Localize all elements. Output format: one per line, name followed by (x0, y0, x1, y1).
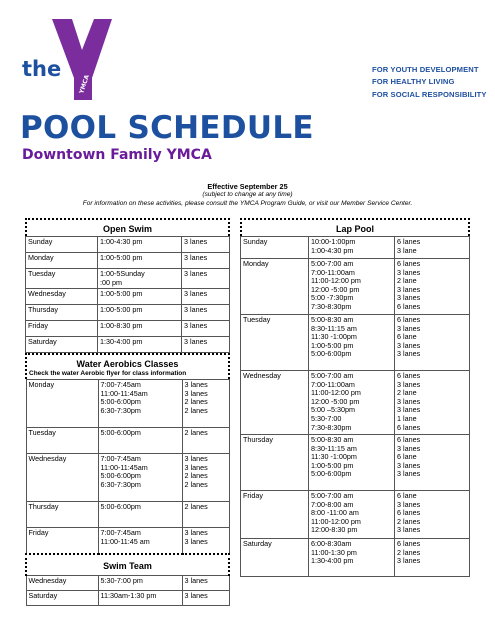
day-cell: Sunday (241, 237, 309, 259)
lanes-line: 3 lanes (397, 443, 421, 453)
lanes-cell (182, 428, 229, 454)
table-row (26, 591, 229, 606)
lanes-line: 2 lanes (397, 516, 421, 526)
lanes-line: 6 lanes (397, 301, 421, 311)
lanes-line: 2 lanes (184, 471, 208, 481)
lanes-line: 3 lanes (184, 305, 208, 315)
table-row (26, 454, 229, 502)
day-cell: Friday (26, 528, 98, 554)
time-line: 5:00 -7:30pm (311, 293, 354, 303)
table-row (241, 315, 470, 371)
day-cell: Wednesday (241, 371, 309, 435)
lanes-line: 3 lanes (397, 499, 421, 509)
day-cell: Saturday (26, 591, 98, 606)
time-cell (309, 259, 395, 315)
lanes-cell (395, 539, 470, 577)
time-line: 1:00-5Sunday (100, 269, 145, 278)
lanes-line: 3 lanes (397, 469, 421, 479)
time-line: 8:30-11:15 am (311, 323, 357, 333)
tagline-healthy: FOR HEALTHY LIVING (372, 77, 455, 87)
lanes-line: 6 lanes (397, 259, 421, 268)
time-line: 11:00-12:00 pm (311, 516, 361, 526)
table-row (26, 321, 230, 337)
water-aerobics-header (25, 353, 230, 379)
ymca-logo (22, 16, 114, 102)
lanes-line: 3 lanes (184, 576, 208, 586)
time-cell (98, 269, 182, 289)
lanes-cell (182, 454, 229, 502)
lanes-cell (182, 253, 230, 269)
lanes-line: 6 lanes (397, 508, 421, 518)
time-line: 11:00-11:45am (100, 388, 148, 398)
day-cell: Tuesday (26, 428, 98, 454)
table-row (26, 528, 229, 554)
table-row (26, 380, 229, 428)
day-cell: Monday (26, 380, 98, 428)
swim-team-header-cell (26, 554, 229, 576)
lanes-line: 2 lanes (184, 428, 208, 438)
time-line: 7:30-8:30pm (311, 422, 352, 432)
time-cell (98, 321, 182, 337)
lanes-line: 6 lane (397, 491, 417, 500)
time-cell (309, 539, 395, 577)
day-cell: Monday (241, 259, 309, 315)
lanes-line: 3 lanes (397, 267, 421, 277)
lanes-cell (182, 321, 230, 337)
lanes-line: 3 lanes (397, 460, 421, 470)
lanes-line: 3 lanes (184, 591, 208, 601)
day-cell: Saturday (26, 337, 98, 353)
time-cell (98, 528, 182, 554)
time-line: 7:00-7:45am (100, 380, 141, 390)
time-line: 1:30-4:00 pm (311, 556, 354, 566)
time-cell (98, 454, 182, 502)
table-row (241, 491, 470, 539)
lanes-line: 3 lanes (184, 462, 208, 472)
time-line: 11:00-12:00 pm (311, 388, 361, 398)
lanes-line: 2 lanes (184, 405, 208, 415)
time-line: 12:00 -5:00 pm (311, 396, 360, 406)
lanes-cell (395, 491, 470, 539)
table-row (26, 428, 229, 454)
table-row (26, 337, 230, 353)
time-cell (309, 491, 395, 539)
time-line: 11:00-11:45am (100, 462, 148, 472)
time-line: 5:00-6:00pm (311, 469, 352, 479)
time-line: 12:00-8:30 pm (311, 525, 358, 535)
time-line: 8:30-11:15 am (311, 443, 357, 453)
lanes-line: 1 lane (397, 413, 417, 423)
day-cell: Wednesday (26, 576, 98, 591)
lap-pool-table (240, 236, 470, 577)
water-aerobics-table (25, 379, 230, 606)
lanes-line: 3 lanes (184, 253, 208, 262)
day-cell: Friday (241, 491, 309, 539)
table-row (26, 289, 230, 305)
lanes-cell (395, 315, 470, 371)
table-row (26, 305, 230, 321)
day-cell: Friday (26, 321, 98, 337)
lanes-line: 3 lane (397, 245, 417, 255)
lanes-line: 3 lanes (184, 454, 208, 464)
lanes-line: 2 lanes (184, 479, 208, 489)
time-cell (98, 289, 182, 305)
time-cell (98, 253, 182, 269)
time-line: 10:00-1:00pm (311, 237, 356, 246)
time-line: :00 pm (100, 277, 122, 287)
open-swim-title: Open Swim (102, 224, 152, 234)
lanes-line: 3 lanes (397, 284, 421, 294)
day-cell: Thursday (241, 435, 309, 491)
day-cell: Tuesday (241, 315, 309, 371)
lanes-cell (182, 305, 230, 321)
page-subtitle: Downtown Family YMCA (22, 147, 212, 163)
time-line: 5:00-8:30 am (311, 315, 354, 324)
table-row (26, 576, 229, 591)
time-line: 7:00-7:45am (100, 454, 141, 464)
table-row (241, 259, 470, 315)
lanes-line: 6 lanes (397, 371, 421, 380)
time-line: 11:00-11:45 am (100, 536, 150, 546)
lanes-line: 3 lanes (397, 349, 421, 359)
lanes-line: 6 lane (397, 332, 417, 342)
swim-team-header-row (26, 554, 229, 576)
time-line: 5:00-6:00pm (100, 471, 141, 481)
time-line: 6:30-7:30pm (100, 479, 141, 489)
time-line: 5:00-7:00 am (311, 259, 354, 268)
open-swim-table (25, 236, 230, 353)
day-cell: Wednesday (26, 289, 98, 305)
table-row (241, 435, 470, 491)
lap-pool-header (240, 218, 470, 236)
time-line: 12:00 -5:00 pm (311, 284, 360, 294)
time-line: 5:00-8:30 am (311, 435, 354, 444)
table-row (26, 502, 229, 528)
time-line: 5:00-6:00pm (100, 397, 141, 407)
time-line: 1:00-5:00 pm (100, 253, 143, 262)
lanes-cell (395, 237, 470, 259)
lanes-cell (395, 259, 470, 315)
lanes-line: 2 lane (397, 276, 417, 286)
lanes-cell (182, 269, 230, 289)
time-line: 1:00-5:00 pm (100, 289, 143, 299)
time-line: 7:00-8:00 am (311, 499, 354, 509)
day-cell: Thursday (26, 305, 98, 321)
lanes-line: 3 lanes (184, 337, 208, 347)
lanes-cell (182, 380, 229, 428)
lanes-line: 6 lanes (397, 315, 421, 324)
time-line: 5:00 –5:30pm (311, 405, 355, 415)
lanes-line: 3 lanes (397, 405, 421, 415)
page-title: POOL SCHEDULE (20, 110, 314, 146)
lanes-cell (182, 502, 229, 528)
lanes-line: 6 lanes (397, 539, 421, 548)
subject-note: (subject to change at any time) (202, 191, 293, 198)
lanes-cell (182, 237, 230, 253)
lap-pool-title: Lap Pool (336, 224, 374, 234)
time-cell (309, 371, 395, 435)
time-line: 8:00 -11:00 am (311, 508, 359, 518)
time-line: 11:30 -1:00pm (311, 332, 357, 342)
lanes-line: 3 lanes (397, 323, 421, 333)
ymca-logo-ymca-text: YMCA (78, 74, 91, 95)
lanes-cell (395, 435, 470, 491)
lanes-cell (182, 289, 230, 305)
lanes-line: 3 lanes (184, 388, 208, 398)
time-cell (98, 305, 182, 321)
lanes-cell (182, 576, 229, 591)
swim-team-title: Swim Team (103, 560, 152, 571)
time-line: 1:00-5:00 pm (311, 460, 354, 470)
tagline-social: FOR SOCIAL RESPONSIBILITY (372, 89, 487, 99)
table-row (26, 269, 230, 289)
lanes-line: 6 lanes (397, 435, 421, 444)
table-row (26, 237, 230, 253)
lanes-line: 3 lanes (184, 528, 208, 538)
water-aerobics-note: Check the water Aerobic flyer for class information (29, 370, 187, 378)
lanes-line: 6 lanes (397, 422, 421, 432)
time-line: 7:00-11:00am (311, 267, 355, 277)
time-cell (309, 315, 395, 371)
time-cell (309, 435, 395, 491)
day-cell: Tuesday (26, 269, 98, 289)
day-cell: Monday (26, 253, 98, 269)
lanes-line: 3 lanes (397, 379, 421, 389)
taglines (372, 64, 487, 101)
right-column (240, 218, 470, 577)
lanes-line: 3 lanes (184, 536, 208, 546)
time-line: 7:00-7:45am (100, 528, 141, 538)
time-line: 1:00-4:30 pm (100, 237, 143, 246)
lanes-line: 2 lanes (184, 397, 208, 407)
time-line: 1:00-5:00 pm (100, 305, 143, 315)
time-line: 5:00-6:00pm (311, 349, 352, 359)
time-line: 11:00-12:00 pm (311, 276, 361, 286)
water-aerobics-title: Water Aerobics Classes (76, 359, 179, 370)
lanes-line: 6 lanes (397, 237, 421, 246)
time-line: 5:00-7:00 am (311, 491, 354, 500)
tagline-youth: FOR YOUTH DEVELOPMENT (372, 65, 479, 74)
time-line: 5:00-7:00 am (311, 371, 354, 380)
table-row (26, 253, 230, 269)
table-row (241, 539, 470, 577)
lanes-line: 2 lanes (184, 502, 208, 512)
time-line: 11:30 -1:00pm (311, 452, 357, 462)
time-line: 11:30am-1:30 pm (100, 591, 157, 601)
time-line: 5:30-7:00 pm (100, 576, 143, 586)
day-cell: Thursday (26, 502, 98, 528)
lanes-cell (182, 591, 229, 606)
time-line: 6:00-8:30am (311, 539, 352, 548)
lanes-cell (395, 371, 470, 435)
day-cell: Saturday (241, 539, 309, 577)
open-swim-header (25, 218, 230, 236)
time-line: 1:00-5:00 pm (311, 340, 354, 350)
lanes-line: 3 lanes (397, 556, 421, 566)
lanes-cell (182, 337, 230, 353)
time-line: 1:30-4:00 pm (100, 337, 143, 347)
info-note: For information on these activities, please consult the YMCA Program Guide, or visit our Member Service Center. (82, 200, 413, 207)
day-cell: Wednesday (26, 454, 98, 502)
lanes-line: 6 lane (397, 452, 417, 462)
lanes-line: 3 lanes (184, 289, 208, 299)
time-cell (98, 502, 182, 528)
time-cell (309, 237, 395, 259)
lanes-line: 3 lanes (397, 525, 421, 535)
lanes-line: 2 lane (397, 388, 417, 398)
ymca-logo-the-text: the (22, 57, 62, 81)
time-line: 1:00-8:30 pm (100, 321, 143, 331)
time-line: 6:30-7:30pm (100, 405, 141, 415)
lanes-line: 2 lanes (397, 547, 421, 557)
time-cell (98, 576, 182, 591)
time-cell (98, 337, 182, 353)
lanes-line: 3 lanes (397, 293, 421, 303)
time-line: 5:00-6:00pm (100, 428, 141, 438)
time-cell (98, 591, 182, 606)
time-line: 7:00-11:00am (311, 379, 355, 389)
time-cell (98, 380, 182, 428)
lanes-line: 3 lanes (184, 269, 208, 278)
effective-date: Effective September 25 (207, 182, 288, 191)
lanes-line: 3 lanes (397, 340, 421, 350)
time-cell (98, 237, 182, 253)
time-line: 7:30-8:30pm (311, 301, 352, 311)
table-row (241, 237, 470, 259)
lanes-line: 3 lanes (397, 396, 421, 406)
lanes-line: 3 lanes (184, 237, 208, 246)
time-cell (98, 428, 182, 454)
lanes-cell (182, 528, 229, 554)
left-column (25, 218, 230, 606)
table-row (241, 371, 470, 435)
time-line: 1:00-4:30 pm (311, 245, 354, 255)
time-line: 11:00-1:30 pm (311, 547, 357, 557)
day-cell: Sunday (26, 237, 98, 253)
time-line: 5:00-6:00pm (100, 502, 141, 512)
time-line: 5:30-7:00 (311, 413, 342, 423)
lanes-line: 3 lanes (184, 321, 208, 331)
lanes-line: 3 lanes (184, 380, 208, 390)
